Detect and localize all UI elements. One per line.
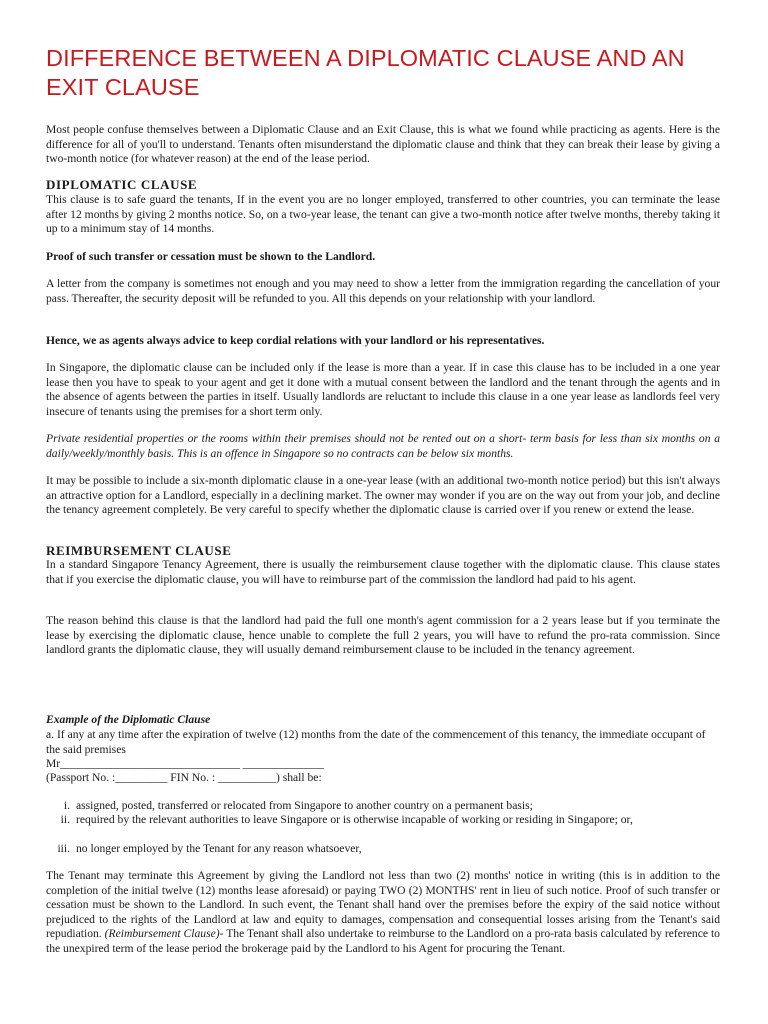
diplomatic-paragraph-5: It may be possible to include a six-month diplomatic clause in a one-year lease (with an additional two-month notice period) but this isn't always an attractive option for a Landlord, especially in a declining market. The owner may wonder if you are on the way out from your job, and decline the tenancy agreement completely. Be very careful to specify whether the diplomatic clause is carried over if you renew or extend the lease. (46, 474, 720, 517)
page-title: DIFFERENCE BETWEEN A DIPLOMATIC CLAUSE AND AN EXIT CLAUSE (46, 45, 685, 100)
list-item-number: ii. (60, 813, 70, 826)
list-item-number: i. (63, 799, 70, 812)
diplomatic-paragraph-4: Private residential properties or the rooms within their premises should not be rented out on a short- term basis for less than six months on a daily/weekly/monthly basis. This is an offence in Singapore so no contracts can be below six months. (46, 432, 720, 460)
reimbursement-clause-heading: REIMBURSEMENT CLAUSE (46, 543, 232, 558)
example-heading: Example of the Diplomatic Clause (46, 713, 211, 726)
diplomatic-clause-heading: DIPLOMATIC CLAUSE (46, 177, 198, 192)
reimbursement-paragraph-2: The reason behind this clause is that the landlord had paid the full one month's agent commission for a 2 years lease but if you terminate the lease by exercising the diplomatic clause, hence unable to complete the full 2 years, you will have to refund the pro-rata commission. Since landlord grants the diplomatic clause, they will usually demand reimbursement clause to be included in the tenancy agreement. (46, 614, 720, 657)
proof-statement: Proof of such transfer or cessation must be shown to the Landlord. (46, 250, 376, 263)
final-clause-paragraph (46, 869, 720, 957)
list-item-text: assigned, posted, transferred or relocated from Singapore to another country on a permanent basis; (76, 799, 533, 812)
list-item-number: iii. (57, 842, 70, 855)
reimbursement-clause-label: (Reimbursement Clause) (104, 927, 220, 941)
occupant-name-line: Mr_______________________________ ______________ (46, 757, 324, 770)
diplomatic-paragraph-1: This clause is to safe guard the tenants, If in the event you are no longer employed, transferred to other countries, you can terminate the lease after 12 months by giving 2 months notice. So, on a two-year lease, the tenant can give a two-month notice after twelve months, thereby taking it up to a minimum stay of 14 months. (46, 193, 720, 236)
advice-statement: Hence, we as agents always advice to keep cordial relations with your landlord or his representatives. (46, 334, 545, 347)
list-item-text: no longer employed by the Tenant for any reason whatsoever, (76, 842, 362, 855)
example-clause-a: a. If any at any time after the expiration of twelve (12) months from the date of the commencement of this tenancy, the immediate occupant of the said premises (46, 728, 706, 756)
diplomatic-paragraph-2: A letter from the company is sometimes not enough and you may need to show a letter from the immigration regarding the cancellation of your pass. Thereafter, the security deposit will be refunded to you. All this depends on your relationship with your landlord. (46, 277, 720, 305)
final-clause-text-b: - The Tenant shall also undertake to reimburse to the Landlord on a pro-rata basis calculated by reference to the unexpired term of the lease period the brokerage paid by the Landlord to his Agent for procuring the Tenant. (46, 927, 720, 955)
reimbursement-paragraph-1: In a standard Singapore Tenancy Agreement, there is usually the reimbursement clause together with the diplomatic clause. This clause states that if you exercise the diplomatic clause, you will have to reimburse part of the commission the landlord had paid to his agent. (46, 558, 720, 586)
diplomatic-paragraph-3: In Singapore, the diplomatic clause can be included only if the lease is more than a year. If in case this clause has to be included in a one year lease then you have to speak to your agent and get it done with a mutual consent between the landlord and the tenant through the agents and in the absence of agents between the parties in itself. Usually landlords are reluctant to include this clause in a one year lease as landlords feel very insecure of tenants using the premises for a short term only. (46, 361, 720, 418)
list-item-text: required by the relevant authorities to leave Singapore or is otherwise incapable of working or residing in Singapore; or, (76, 813, 633, 826)
final-clause-text-a: The Tenant may terminate this Agreement by giving the Landlord not less than two (2) months' notice in writing (this is in addition to the completion of the initial twelve (12) months lease aforesaid) or paying TWO (2) MONTHS' rent in lieu of such notice. Proof of such transfer or cessation must be shown to the Landlord. In such event, the Tenant shall hand over the premises before the expiry of the said notice without prejudiced to the rights of the Landlord at law and equity to damages, compensation and consequential losses arising from the Tenant's said repudiation. (46, 869, 720, 941)
intro-paragraph: Most people confuse themselves between a Diplomatic Clause and an Exit Clause, this is what we found while practicing as agents. Here is the difference for all of you'll to understand. Tenants often misunderstand the diplomatic clause and think that they can break their lease by giving a two-month notice (for whatever reason) at the end of the lease period. (46, 123, 720, 166)
passport-fin-line: (Passport No. :_________ FIN No. : __________) shall be: (46, 771, 322, 784)
